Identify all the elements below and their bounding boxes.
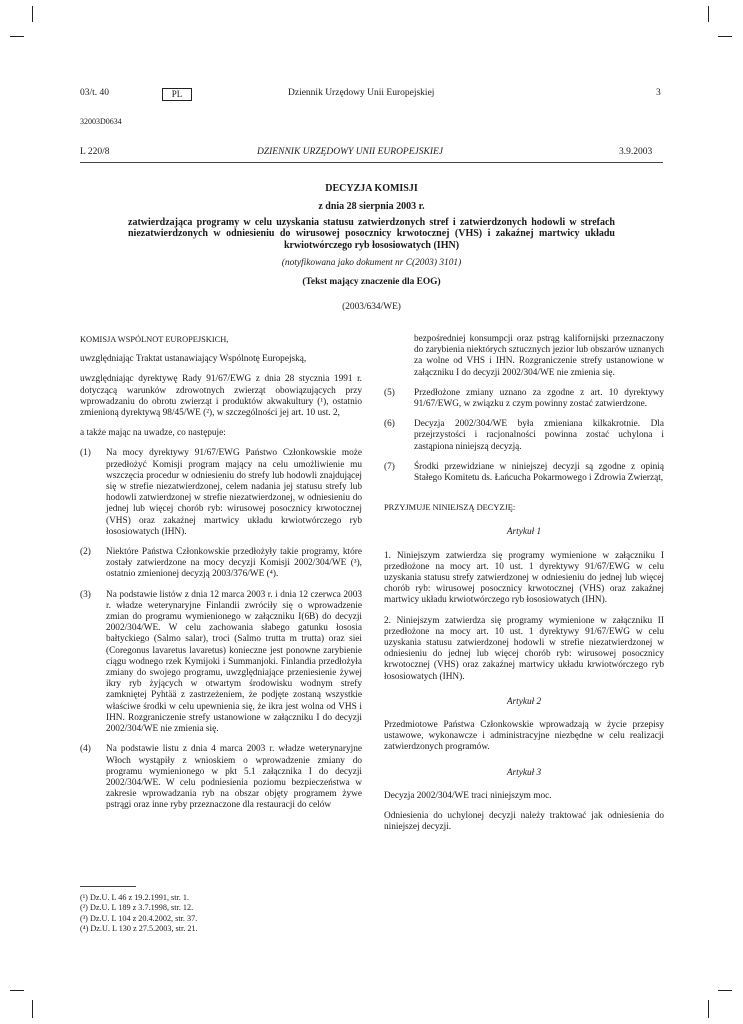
recital-number: (2) [80,547,91,558]
crop-mark [10,36,24,37]
recital-5 [384,388,664,410]
recital-number: (7) [384,461,395,472]
footnote-2: (²) Dz.U. L 189 z 3.7.1998, str. 12. [80,903,194,913]
recital-text: Środki przewidziane w niniejszej decyzji są zgodne z opinią Stałego Komitetu ds. Łańcucha Pokarmowego i Zdrowia Zwierząt, [414,461,664,484]
article-3-title: Artykuł 3 [506,767,542,778]
article-3-paragraph-1: Decyzja 2002/304/WE traci niniejszym moc. [384,790,552,801]
crop-mark [718,36,732,37]
crop-mark [708,1000,709,1018]
footnotes [80,893,362,935]
oj-title: DZIENNIK URZĘDOWY UNII EUROPEJSKIEJ [257,147,444,157]
recital-text: Na podstawie listu z dnia 4 marca 2003 r. władze weterynaryjne Włoch wystąpiły z wnioskiem o wprowadzenie zmiany do programu wymienionego w pkt 5.1 załącznika I do decyzji 2002/304/WE. W celu podniesienia poziomu bezpieczeństwa w zakresie wprowadzania ryb na obszar objęty programem żywe pstrągi oraz inne ryby przeznaczone dla restauracji do celów [106,744,362,811]
decision-heading: DECYZJA KOMISJI [325,183,418,194]
recital-1 [80,448,362,538]
recital-4-continuation: bezpośredniej konsumpcji oraz pstrąg kalifornijski przeznaczony do zarybienia niektórych sztucznych jezior lub obszarów uznanych za wolne od VHS i IHN. Rozgraniczenie strefy ustanowione w załączniku I do decyzji 2002/304/WE nie zmienia się. [414,334,664,378]
recital-6 [384,419,664,453]
recital-3 [80,590,362,736]
recital-text: Niektóre Państwa Członkowskie przedłożyły takie programy, które zostały zatwierdzone na mocy decyzji Komisji 2002/304/WE (³), ostatnio zmienionej decyzją 2003/376/WE (⁴). [106,547,362,580]
article-1-paragraph-2: 2. Niniejszym zatwierdza się programy wymienione w załączniku II przedłożone na mocy art. 10 ust. 1 dyrektywy 91/67/EWG w celu uzyskania statusu zatwierdzonej hodowli w strefie niezatwierdzonej w odniesieniu do jednej lub więcej chorób ryb: wirusowej posocznicy krwotocznej (VHS) oraz zakaźnej martwicy układu krwiotwórczego ryb łososiowatych (IHN). [384,615,664,682]
decision-subject: zatwierdzająca programy w celu uzyskania statusu zatwierdzonych stref i zatwierdzonych hodowli w strefach niezatwierdzonych w odniesieniu do wirusowej posocznicy krwotocznej (VHS) i zakaźnej martwicy układu krwiotwórczego ryb łososiowatych (IHN) [128,217,615,251]
header-rule [80,162,663,163]
recital-text: Decyzja 2002/304/WE była zmieniana kilkakrotnie. Dla przejrzystości i racjonalności powinna zostać uchylona i zastąpiona niniejszą decyzją. [414,419,664,452]
oj-reference: L 220/8 [80,147,110,157]
celex-number: 32003D0634 [80,117,122,126]
recital-number: (3) [80,589,91,600]
recital-text: Przedłożone zmiany uznano za zgodne z art. 10 dyrektywy 91/67/EWG, w związku z czym powinny zostać zatwierdzone. [414,387,664,410]
recital-4 [80,744,362,811]
crop-mark [32,6,33,22]
intro-commission: KOMISJA WSPÓLNOT EUROPEJSKICH, [80,335,229,344]
journal-title: Dziennik Urzędowy Unii Europejskiej [288,88,435,98]
recital-number: (5) [384,387,395,398]
recital-text: Na mocy dyrektywy 91/67/EWG Państwo Członkowskie może przedłożyć Komisji program mający na celu umożliwienie mu wszczęcia procedur w odniesieniu do strefy lub hodowli znajdującej się w strefie niezatwierdzonej, celem nadania jej statusu strefy lub hodowli zatwierdzonej w strefie niezatwierdzonej, w odniesieniu do jednej lub więcej chorób ryb: wirusowej posocznicy krwotocznej (VHS) oraz zakaźnej martwicy układu krwiotwórczego ryb łososiowatych (IHN). [106,448,362,537]
notification-note: (notyfikowana jako dokument nr C(2003) 3101) [281,258,462,268]
recital-number: (4) [80,744,91,755]
recital-text: Na podstawie listów z dnia 12 marca 2003 r. i dnia 12 czerwca 2003 r. władze weterynaryjne Finlandii zwróciły się o wprowadzenie zmian do programu wymienionego w załączniku I(6B) do decyzji 2002/304/WE. W celu zachowania słabego gatunku łososia bałtyckiego (Salmo salar), troci (Salmo trutta m trutta) oraz siei (Coregonus lavaretus lavaretus) konieczne jest ponowne zarybienie ciągu wodnego rzek Kymijoki i Summanjoki. Finlandia przedłożyła zmiany do swojego programu, uwzględniające przeniesienie żywej ikry ryb żyjących w otwartym środowisku wodnym strefy zamkniętej Pyhtää z zastrzeżeniem, że podjęte zostaną wszystkie właściwe środki w celu upewnienia się, że ikra jest wolna od VHS i IHN. Rozgraniczenie strefy ustanowione w załączniku I do decyzji 2002/304/WE nie zmienia się. [106,589,362,735]
footnote-4: (⁴) Dz.U. L 130 z 27.5.2003, str. 21. [80,924,198,934]
language-box: PL [162,88,192,101]
left-column [80,334,362,821]
recital-number: (1) [80,448,91,459]
footnote-rule [80,886,136,887]
article-1-title: Artykuł 1 [506,527,542,538]
recital-number: (6) [384,419,395,430]
eea-relevance: (Tekst mający znaczenie dla EOG) [302,277,441,287]
intro-directive: uwzględniając dyrektywę Rady 91/67/EWG z dnia 28 stycznia 1991 r. dotyczącą warunków zdrowotnych zwierząt obowiązujących przy wprowadzaniu do obrotu zwierząt i produktów akwakultury (¹), ostatnio zmienioną dyrektywą 98/45/WE (²), w szczególności jej art. 10 ust. 2, [80,374,362,419]
right-column [384,334,664,843]
article-3-paragraph-2: Odniesienia do uchylonej decyzji należy traktować jak odniesienia do niniejszej decyzji. [384,811,664,833]
crop-mark [32,1000,33,1018]
adoption-formula: PRZYJMUJE NINIEJSZĄ DECYZJĘ: [384,503,516,513]
intro-whereas: a także mając na uwadze, co następuje: [80,428,226,439]
article-2-title: Artykuł 2 [506,696,542,707]
edition-label: 03/t. 40 [80,88,110,98]
crop-mark [708,6,709,22]
decision-date: z dnia 28 sierpnia 2003 r. [318,201,425,212]
article-2-paragraph: Przedmiotowe Państwa Członkowskie wprowadzają w życie przepisy ustawowe, wykonawcze i administracyjne niezbędne w celu realizacji zatwierdzonych programów. [384,720,664,753]
recital-7 [384,462,664,484]
footnote-1: (¹) Dz.U. L 46 z 19.2.1991, str. 1. [80,893,190,902]
article-1-paragraph-1: 1. Niniejszym zatwierdza się programy wymienione w załączniku I przedłożone na mocy art. 10 ust. 1 dyrektywy 91/67/EWG w celu uzyskania statusu strefy zatwierdzonej w odniesieniu do jednej lub więcej chorób ryb: wirusowej posocznicy krwotocznej (VHS) oraz zakaźnej martwicy układu krwiotwórczego ryb łososiowatych (IHN). [384,550,664,606]
intro-treaty: uwzględniając Traktat ustanawiający Wspólnotę Europejską, [80,354,307,365]
footnote-3: (³) Dz.U. L 104 z 20.4.2002, str. 37. [80,913,198,923]
crop-mark [718,990,732,991]
crop-mark [10,990,24,991]
page-number: 3 [656,88,661,98]
oj-date: 3.9.2003 [619,147,653,157]
recital-2 [80,547,362,581]
decision-number: (2003/634/WE) [342,302,401,312]
